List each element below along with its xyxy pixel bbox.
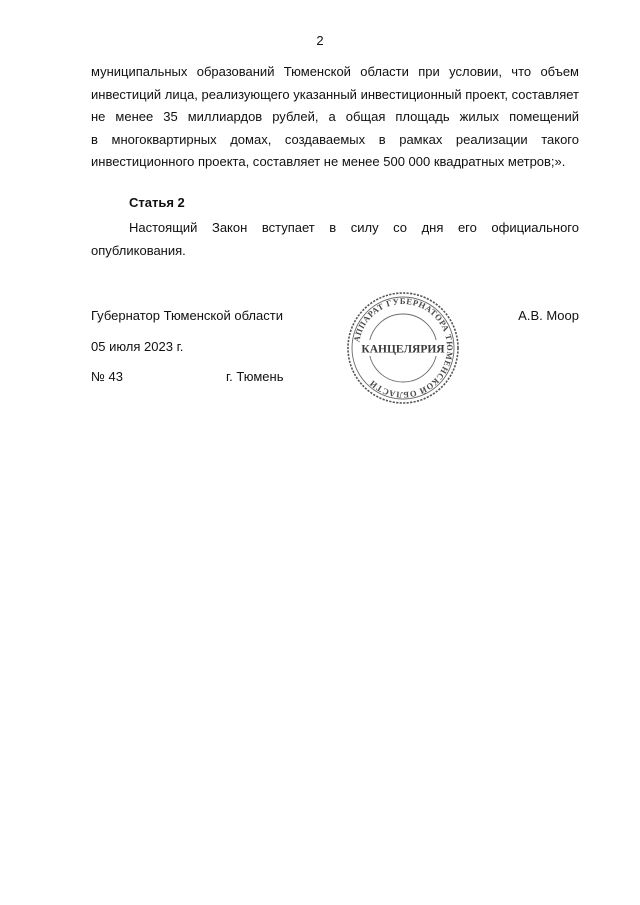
signature-block: [91, 308, 579, 323]
document-city: г. Тюмень: [226, 369, 284, 384]
document-number-row: [91, 369, 579, 384]
document-date-row: [91, 339, 579, 354]
paragraph-line: не менее 35 миллиардов рублей, а общая площадь жилых помещений: [91, 109, 579, 124]
paragraph-line: опубликования.: [91, 242, 186, 258]
signatory-position: Губернатор Тюменской области: [91, 308, 283, 323]
paragraph-line: в многоквартирных домах, создаваемых в рамках реализации такого: [91, 131, 579, 147]
paragraph-line: инвестиций лица, реализующего указанный инвестиционный проект, составляет: [91, 86, 579, 102]
official-seal-icon: [345, 290, 461, 406]
article-text: [91, 217, 579, 262]
paragraph-line: муниципальных образований Тюменской области при условии, что объем: [91, 64, 579, 79]
page-number: 2: [316, 33, 324, 48]
seal-center-text: КАНЦЕЛЯРИЯ: [361, 343, 445, 356]
paragraph-line: инвестиционного проекта, составляет не менее 500 000 квадратных метров;».: [91, 154, 566, 169]
document-date: 05 июля 2023 г.: [91, 339, 184, 354]
document-number: № 43: [91, 369, 124, 384]
paragraph-continuation: [91, 61, 579, 174]
paragraph-line: Настоящий Закон вступает в силу со дня его официального: [129, 220, 579, 235]
seal-ring-text: АППАРАТ ГУБЕРНАТОРА ТЮМЕНСКОЙ ОБЛАСТИ: [351, 295, 456, 401]
signatory-name: А.В. Моор: [518, 308, 579, 323]
article-heading: Статья 2: [129, 195, 185, 210]
